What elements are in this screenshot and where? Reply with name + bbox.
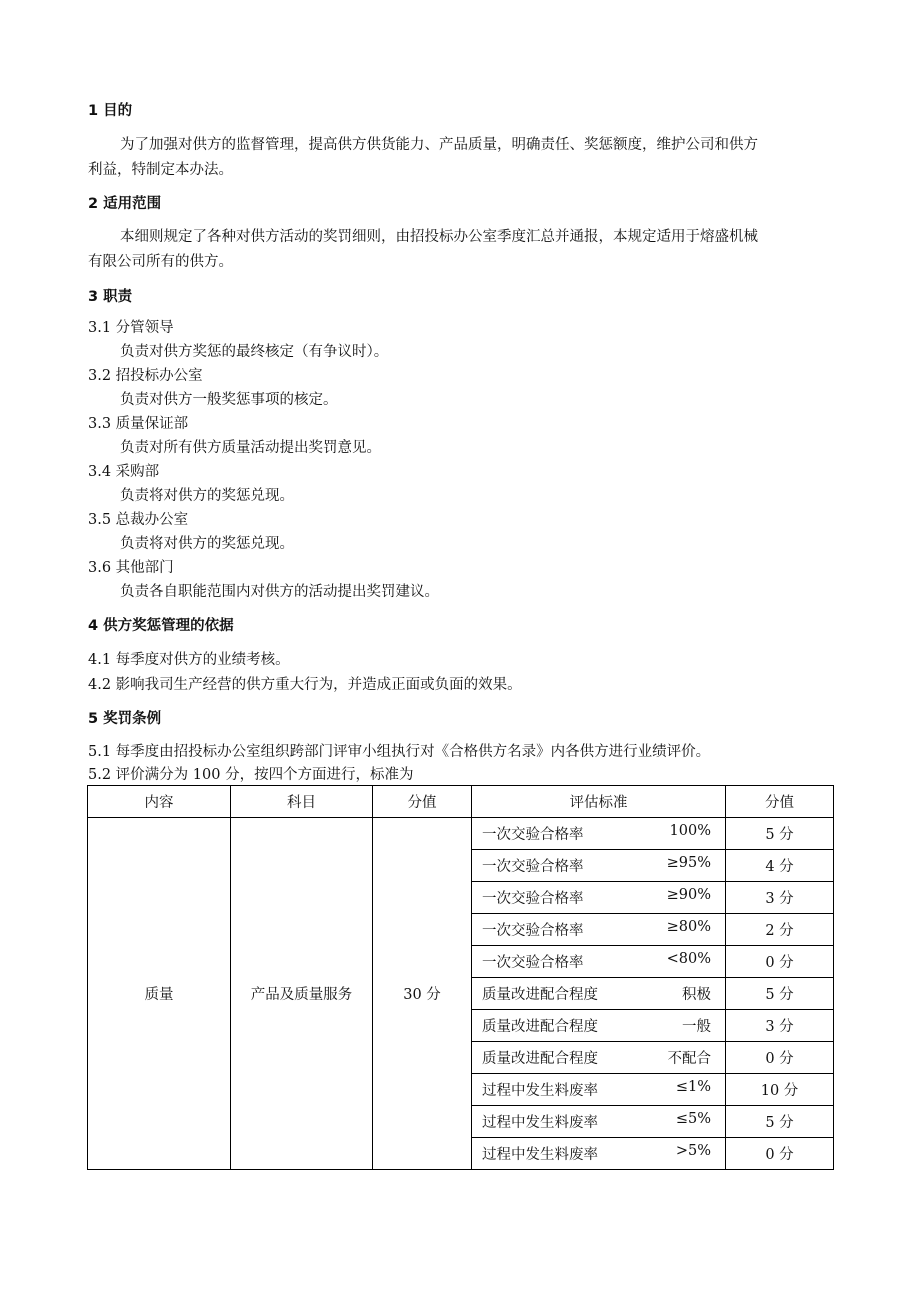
rule-item: 5.2 评价满分为 100 分，按四个方面进行，标准为	[88, 767, 414, 783]
criteria-level: ≥80%	[666, 919, 711, 935]
criteria-name: 一次交验合格率	[482, 955, 584, 971]
criteria-level: 100%	[669, 823, 711, 839]
duty-item-desc: 负责对供方一般奖惩事项的核定。	[120, 392, 338, 408]
criteria-cell	[472, 978, 726, 1010]
criteria-cell	[472, 1138, 726, 1170]
criteria-level: ≥95%	[666, 855, 711, 871]
duty-item-desc: 负责对供方奖惩的最终核定（有争议时）。	[120, 344, 389, 360]
criteria-name: 一次交验合格率	[482, 891, 584, 907]
duty-item-title: 3.3 质量保证部	[88, 416, 189, 432]
duty-item-title: 3.2 招投标办公室	[88, 368, 203, 384]
duty-item-title: 3.5 总裁办公室	[88, 512, 189, 528]
criteria-level: 不配合	[667, 1051, 711, 1067]
criteria-level: >5%	[675, 1143, 711, 1159]
criteria-level: <80%	[666, 951, 711, 967]
criteria-name: 过程中发生料废率	[482, 1115, 598, 1131]
section-2-paragraph-line-2: 有限公司所有的供方。	[88, 254, 233, 270]
score-cell: 30 分	[373, 818, 472, 1170]
criteria-level: 一般	[682, 1019, 711, 1035]
points-cell: 10 分	[726, 1074, 834, 1106]
header-criteria: 评估标准	[472, 786, 726, 818]
points-cell: 2 分	[726, 914, 834, 946]
criteria-cell	[472, 850, 726, 882]
duty-item-desc: 负责各自职能范围内对供方的活动提出奖罚建议。	[120, 584, 439, 600]
header-content: 内容	[88, 786, 231, 818]
section-2-heading: 2 适用范围	[88, 196, 162, 212]
criteria-cell	[472, 818, 726, 850]
points-cell: 0 分	[726, 946, 834, 978]
duty-item-title: 3.1 分管领导	[88, 320, 174, 336]
criteria-level: ≤5%	[675, 1111, 711, 1127]
criteria-cell	[472, 882, 726, 914]
criteria-level: 积极	[682, 987, 711, 1003]
duty-item-desc: 负责将对供方的奖惩兑现。	[120, 488, 294, 504]
criteria-cell	[472, 946, 726, 978]
criteria-cell	[472, 1042, 726, 1074]
criteria-cell	[472, 1106, 726, 1138]
criteria-cell	[472, 1074, 726, 1106]
points-cell: 3 分	[726, 1010, 834, 1042]
criteria-cell	[472, 1010, 726, 1042]
criteria-cell	[472, 914, 726, 946]
duty-item-title: 3.6 其他部门	[88, 560, 174, 576]
points-cell: 5 分	[726, 978, 834, 1010]
section-1-paragraph-line-2: 利益，特制定本办法。	[88, 162, 233, 178]
basis-item: 4.1 每季度对供方的业绩考核。	[88, 652, 290, 668]
criteria-name: 一次交验合格率	[482, 827, 584, 843]
points-cell: 5 分	[726, 818, 834, 850]
section-1-paragraph-line-1: 为了加强对供方的监督管理，提高供方供货能力、产品质量，明确责任、奖惩额度，维护公司和供方	[120, 137, 758, 153]
criteria-name: 一次交验合格率	[482, 859, 584, 875]
duty-item-desc: 负责对所有供方质量活动提出奖罚意见。	[120, 440, 381, 456]
header-score: 分值	[373, 786, 472, 818]
section-3-heading: 3 职责	[88, 289, 133, 305]
evaluation-table	[87, 785, 834, 1170]
rule-item: 5.1 每季度由招投标办公室组织跨部门评审小组执行对《合格供方名录》内各供方进行业绩评价。	[88, 744, 711, 760]
criteria-name: 质量改进配合程度	[482, 1051, 598, 1067]
points-cell: 0 分	[726, 1042, 834, 1074]
criteria-name: 质量改进配合程度	[482, 987, 598, 1003]
subject-cell: 产品及质量服务	[231, 818, 373, 1170]
table-row	[88, 818, 834, 850]
duty-item-title: 3.4 采购部	[88, 464, 160, 480]
points-cell: 4 分	[726, 850, 834, 882]
criteria-name: 过程中发生料废率	[482, 1083, 598, 1099]
header-points: 分值	[726, 786, 834, 818]
points-cell: 5 分	[726, 1106, 834, 1138]
criteria-level: ≥90%	[666, 887, 711, 903]
table-header-row	[88, 786, 834, 818]
duty-item-desc: 负责将对供方的奖惩兑现。	[120, 536, 294, 552]
points-cell: 0 分	[726, 1138, 834, 1170]
criteria-level: ≤1%	[675, 1079, 711, 1095]
points-cell: 3 分	[726, 882, 834, 914]
content-cell: 质量	[88, 818, 231, 1170]
section-1-heading: 1 目的	[88, 103, 133, 119]
section-5-heading: 5 奖罚条例	[88, 711, 162, 727]
section-2-paragraph-line-1: 本细则规定了各种对供方活动的奖罚细则，由招投标办公室季度汇总并通报，本规定适用于熔盛机械	[120, 229, 758, 245]
header-subject: 科目	[231, 786, 373, 818]
criteria-name: 一次交验合格率	[482, 923, 584, 939]
criteria-name: 质量改进配合程度	[482, 1019, 598, 1035]
section-4-heading: 4 供方奖惩管理的依据	[88, 618, 234, 634]
criteria-name: 过程中发生料废率	[482, 1147, 598, 1163]
basis-item: 4.2 影响我司生产经营的供方重大行为，并造成正面或负面的效果。	[88, 677, 522, 693]
